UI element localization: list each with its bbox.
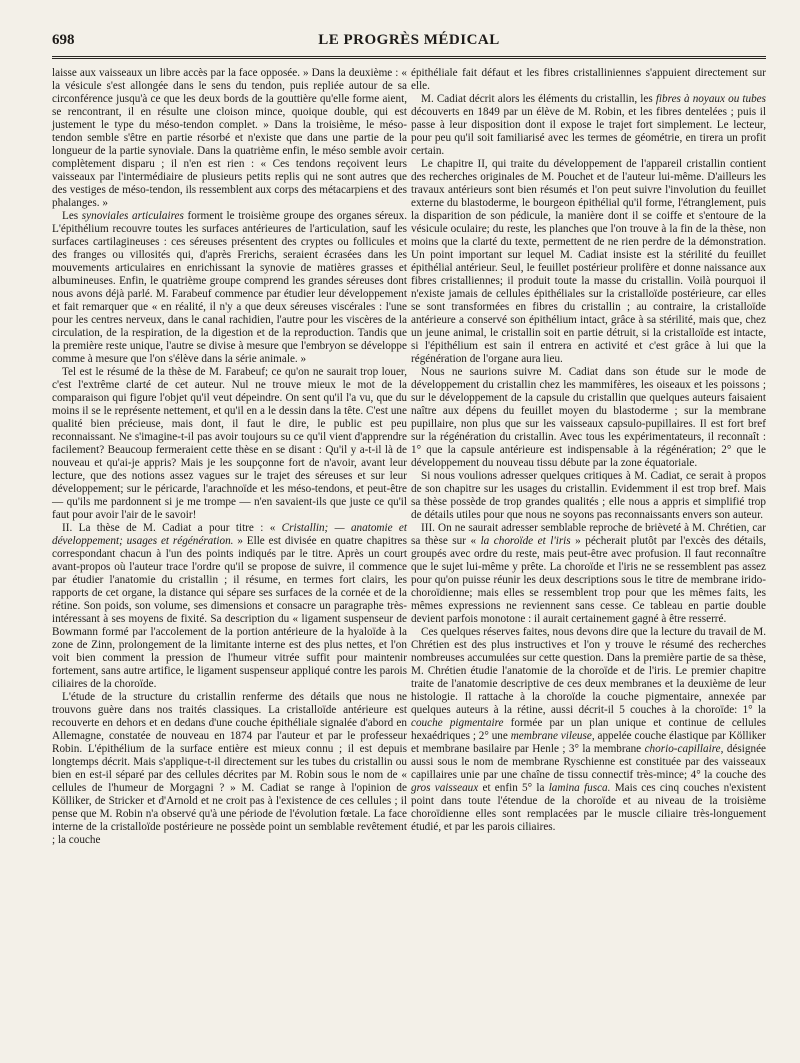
italic-term: chorio-capillaire, [644,743,724,755]
italic-term: couche pigmentaire [411,717,504,729]
paragraph-text: Les [62,210,79,222]
paragraph-text: formée par un plan unique et continue de cellules hexaédriques ; 2° une [411,717,767,742]
italic-term: membrane vileuse, [510,730,595,742]
paragraph [52,210,407,366]
paragraph [411,366,766,470]
paragraph [52,522,407,691]
paragraph-text: L'étude de la structure du cristallin renferme des détails que nous ne trouvons guère dans nos traités classiques. La cristalloïde antérieure est recouverte en dehors et en dedans d'une couche épithéliale signalée d'abord en Allemagne, constatée de nouveau en 1874 par l'auteur et par le professeur Robin. L'épithélium de la surface entière est mieux connu ; il est depuis longtemps décrit. Mais s'applique-t-il directement sur les tubes du cristallin ou bien en est-il séparé par des cellules décrites par M. Robin sous le nom de « cellules de l'humeur de Morgagni ? » M. Cadiat se range à l'opinion de Kölliker, de Stricker et d'Arnold et ne croit pas à l'existence de ces cellules ; il pense que M. Robin n'a observé qu'à une période de l'évolution fœtale. La face interne de la cristalloïde postérieure ne possède point un semblable revêtement ; la couche [52,691,407,846]
paragraph-text: Nous ne saurions suivre M. Cadiat dans son étude sur le mode de développement du cristallin chez les mammifères, les oiseaux et les poissons ; sur le développement de la capsule du cristallin que quelques auteurs faisaient naître aux dépens du feuillet moyen du blastoderme ; sur la membrane pupillaire, non plus que sur les vaisseaux capsulo-pupillaires. Il est fort bref sur la régénération du cristallin. Avec tous les expérimentateurs, il reconnaît : 1° que la capsule antérieure est indispensable à la régénération; 2° que le développement du nouveau tissu débute par la zone équatoriale. [411,366,766,469]
italic-term: synoviales articulaires [81,210,184,222]
paragraph-text: Le chapitre II, qui traite du développement de l'appareil cristallin contient des recherches originales de M. Pouchet et de l'auteur lui-même. D'ailleurs les travaux antérieurs sont bien résumés et l'on peut suivre l'involution du feuillet externe du blastoderme, le bourgeon épithélial qu'il forme, l'étranglement, puis la disparition de son pédicule, la manière dont il se coiffe et s'entoure de la vésicule oculaire; du reste, les planches que l'on trouve à la fin de la thèse, non moins que la clarté du texte, permettent de ne rien perdre de la démonstration. Un point important sur lequel M. Cadiat insiste est la stérilité du feuillet épithélial antérieur. Seul, le feuillet postérieur prolifère et donne naissance aux fibres cristalliennes; il produit toute la masse du cristallin. Voilà pourquoi il n'existe jamais de cellules épithéliales sur la cristalloïde postérieure, car elles se sont transformées en fibres du cristallin ; au contraire, la cristalloïde antérieure a conservé son épithélium intact, grâce à sa stérilité, mais que, chez un jeune animal, le cristallin soit en partie détruit, si la cristalloïde est intacte, si l'épithélium est sain il entrera en activité et c'est grâce à lui que la régénération de l'organe aura lieu. [411,158,766,365]
paragraph-text: M. Cadiat décrit alors les éléments du cristallin, les [421,93,653,105]
page-header [52,32,766,54]
paragraph-text: et enfin 5° la [482,782,545,794]
paragraph [52,366,407,522]
paragraph-text: III. On ne saurait adresser semblable reproche de brièveté à M. Chrétien, car sa thèse sur « [411,522,766,547]
header-rule [52,56,766,61]
italic-term: gros vaisseaux [411,782,479,794]
text-columns [52,67,766,847]
paragraph-text: forment le troisième groupe des organes séreux. L'épithélium recouvre toutes les surfaces antérieures de l'articulation, sauf les surfaces cartilagineuses : ces séreuses présentent des cryptes ou follicules et des franges ou villosités qui, d'après Frerichs, seraient écrasées dans les mouvements articulaires en enrichissant la synovie de matières grasses et albumineuses. Enfin, le quatrième groupe comprend les grandes séreuses dont nous avons déjà parlé. M. Farabeuf commence par étudier leur développement et fait remarquer que « en réalité, il n'y a que deux séreuses viscérales : l'une pour les centres nerveux, dans le canal rachidien, l'autre pour les viscères de la circulation, de la respiration, de la digestion et de la reproduction. Tandis que la première reste unique, l'autre se divise à mesure que l'embryon se développe comme à mesure que l'on s'élève dans la série animale. » [52,210,407,365]
italic-term: fibres à noyaux ou tubes [655,93,766,105]
paragraph [411,522,766,626]
page-number: 698 [52,32,75,48]
paragraph-text: appelée couche élastique par Kölliker et membrane basilaire par Henle ; 3° la membrane [411,730,767,755]
paragraph [52,691,407,847]
paragraph-text: découverts en 1849 par un élève de M. Robin, et les fibres dentelées ; puis il passe à leur disposition dont il expose le trajet fort simplement. Le lecteur, pour peu qu'il soit familiarisé avec les termes de géométrie, en tirera un profit certain. [411,106,766,157]
paragraph-text: Tel est le résumé de la thèse de M. Farabeuf; ce qu'on ne saurait trop louer, c'est l'extrême clarté de cet auteur. Nul ne trouve mieux le mot de la comparaison qui figure l'objet qu'il veut dépeindre. On sent qu'il l'a vu, que du moins il se le représente nettement, et qu'il en a le dessin dans la tête. C'est une qualité bien précieuse, mais dont, il faut le dire, le public est peu reconnaissant. Ne s'imagine-t-il pas avoir toujours su ce qu'il vient d'apprendre facilement? Beaucoup fermeraient cette thèse en se disant : Qu'il y a-t-il là de nouveau et qu'ai-je appris? Mais je les soupçonne fort de n'avoir, avant leur lecture, que des notions assez vagues sur le trajet des séreuses et sur leur développement; sur le péricarde, l'arachnoïde et les méso-tendons, et peut-être — qu'ils me pardonnent si je me trompe — n'en savaient-ils que juste ce qu'il faut pour avoir l'air de le savoir! [52,366,407,521]
italic-title: Cristallin; — anatomie et développement; usages et régénération. [52,522,408,547]
journal-title: LE PROGRÈS MÉDICAL [318,32,500,48]
paragraph [411,93,766,158]
paragraph-text: » Elle est divisée en quatre chapitres correspondant chacun à l'un des points indiqués par le titre. Après un court avant-propos où l'auteur trace l'ordre qu'il se propose de suivre, il commence par étudier l'anatomie du cristallin ; il résume, en termes fort clairs, les rapports de cet organe, la distance qui sépare ses surfaces de la cornée et de la rétine. Son poids, son volume, ses dimensions et consacre un paragraphe très-intéressant à ses moyens de fixité. Sa description du « ligament suspenseur de Bowmann formé par l'accolement de la portion antérieure de la hyaloïde à la zone de Zinn, prolongement de la limitante interne est des plus nettes, et l'on voit bien comment la pression de l'humeur vitrée suffit pour maintenir fortement, sans autre artifice, le ligament suspenseur appliqué contre les parois ciliaires de la choroïde. [52,535,407,690]
italic-title: la choroïde et l'iris [480,535,571,547]
right-column [411,67,766,847]
paragraph-text: désignée aussi sous le nom de membrane Ryschienne est constituée par des vaisseaux capillaires unie par une chaîne de tissu connectif très-mince; 4° la couche des [411,743,766,781]
italic-term: lamina fusca. [548,782,611,794]
paragraph [411,470,766,522]
paragraph-text: Mais ces cinq couches n'existent point dans toute l'étendue de la choroïde et au niveau de la troisième choroïdienne elles sont remplacées par le muscle ciliaire très-longuement étudié, et par les parois ciliaires. [411,782,767,833]
paragraph [411,67,766,93]
left-column [52,67,407,847]
paragraph [52,67,407,210]
paragraph-text: Si nous voulions adresser quelques critiques à M. Cadiat, ce serait à propos de son chapitre sur les usages du cristallin. Evidemment il est trop bref. Mais sa thèse possède de trop grandes qualités ; elle nous a appris et simplifié trop de détails utiles pour que nous ne soyons pas reconnaissants envers son auteur. [411,470,766,521]
paragraph-text: laisse aux vaisseaux un libre accès par la face opposée. » Dans la deuxième : « la vésicule s'est allongée dans le sens du tendon, puis repliée autour de sa circonférence jusqu'à ce que les deux bords de la gouttière qu'elle forme aient, se rencontrant, il en résulte une cloison mince, quoique double, qui est justement le type du méso-tendon complet. » Dans la troisième, le méso-tendon semble s'être en partie résorbé et n'existe que dans une partie de la longueur de la partie synoviale. Dans la quatrième enfin, le méso semble avoir complètement disparu ; il n'en est rien : « Ces tendons reçoivent leurs vaisseaux par l'intermédiaire de plusieurs petits replis qui ne sont autres que des vestiges de méso-tendon, ils ressemblent aux corps des métacarpiens et des phalanges. » [52,67,407,209]
paragraph-text: » pécherait plutôt par l'excès des détails, groupés avec ordre du reste, mais peut-être avec profusion. Il faut reconnaître que le sujet lui-même y prête. La choroïde et l'iris ne se ressemblent pas assez pour qu'on puisse réunir les deux descriptions sous le titre de membrane irido-choroïdienne; mais elles se ressemblent trop pour que les mêmes faits, les mêmes expressions ne reviennent sans cesse. Ce tableau en partie double devient parfois monotone : il aurait certainement gagné à être resserré. [411,535,766,625]
paragraph [411,626,766,834]
paragraph-text: II. La thèse de M. Cadiat a pour titre : « [62,522,276,534]
paragraph [411,158,766,366]
paragraph-text: épithéliale fait défaut et les fibres cristalliniennes s'appuient directement sur elle. [411,67,766,92]
paragraph-text: Ces quelques réserves faites, nous devons dire que la lecture du travail de M. Chrétien est des plus instructives et l'on y trouve le résumé des recherches nombreuses accumulées sur cette question. Dans la première partie de sa thèse, M. Chrétien étudie l'anatomie de la choroïde et de l'iris. Le premier chapitre traite de l'anatomie descriptive de ces deux membranes et la deuxième de leur histologie. Il rattache à la choroïde la couche pigmentaire, annexée par quelques auteurs à la rétine, aussi décrit-il 5 couches à la choroïde: 1° la [411,626,766,716]
